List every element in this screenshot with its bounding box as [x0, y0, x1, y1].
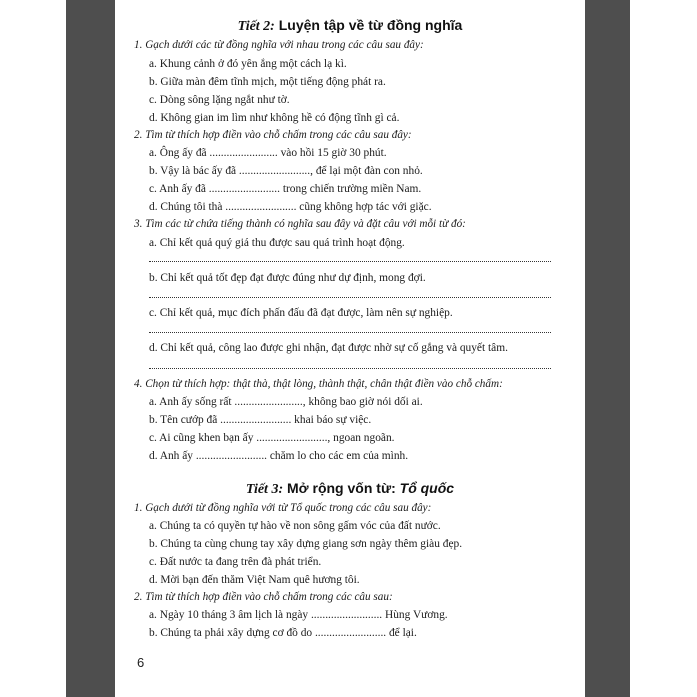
- question-item: b. Vậy là bác ấy đã ........................., để lại một đàn con nhỏ.: [149, 165, 423, 177]
- section-label: Tiết 2:: [237, 19, 275, 34]
- section-heading: Mở rộng vốn từ:: [287, 480, 396, 496]
- question-prompt: 1. Gạch dưới các từ đồng nghĩa với nhau trong các câu sau đây:: [134, 39, 424, 51]
- question-prompt: 4. Chọn từ thích hợp: thật thà, thật lòng, thành thật, chân thật điền vào chỗ chấm:: [134, 378, 503, 390]
- question-item: a. Anh ấy sống rất ........................, không bao giờ nói dối ai.: [149, 396, 423, 408]
- question-item: b. Tên cướp đã ......................... khai báo sự việc.: [149, 414, 372, 426]
- question-item: c. Đất nước ta đang trên đà phát triển.: [149, 556, 322, 568]
- question-item: b. Chúng ta phải xây dựng cơ đồ do ......................... để lại.: [149, 627, 417, 639]
- question-prompt: 3. Tìm các từ chứa tiếng thành có nghĩa sau đây và đặt câu với mỗi từ đó:: [134, 218, 466, 230]
- question-item: d. Chỉ kết quả, công lao được ghi nhận, đạt được nhờ sự cố gắng và quyết tâm.: [149, 342, 508, 354]
- left-dark-margin: [66, 0, 115, 697]
- question-item: a. Khung cảnh ở đó yên ắng một cách lạ kì.: [149, 58, 347, 70]
- answer-line: [149, 332, 551, 333]
- section-title-tiet-3: [115, 480, 585, 498]
- question-item: d. Không gian im lìm như không hề có động tĩnh gì cả.: [149, 112, 400, 124]
- answer-line: [149, 261, 551, 262]
- section-heading: Luyện tập về từ đồng nghĩa: [278, 17, 463, 33]
- question-item: b. Giữa màn đêm tĩnh mịch, một tiếng động phát ra.: [149, 76, 386, 88]
- question-item: d. Chúng tôi thà ......................... cũng không hợp tác với giặc.: [149, 201, 432, 213]
- question-item: d. Anh ấy ......................... chăm lo cho các em của mình.: [149, 450, 409, 462]
- question-prompt: 1. Gạch dưới từ đồng nghĩa với từ Tổ quốc trong các câu sau đây:: [134, 502, 432, 514]
- answer-line: [149, 297, 551, 298]
- question-item: c. Anh ấy đã ......................... trong chiến trường miền Nam.: [149, 183, 422, 195]
- question-item: a. Ngày 10 tháng 3 âm lịch là ngày ......................... Hùng Vương.: [149, 609, 448, 621]
- question-prompt: 2. Tìm từ thích hợp điền vào chỗ chấm trong các câu sau:: [134, 591, 393, 603]
- section-topic: Tổ quốc: [399, 480, 455, 496]
- question-item: a. Ông ấy đã ........................ vào hồi 15 giờ 30 phút.: [149, 147, 387, 159]
- section-title-tiet-2: [115, 17, 585, 35]
- right-dark-margin: [585, 0, 630, 697]
- question-item: a. Chúng ta có quyền tự hào về non sông gấm vóc của đất nước.: [149, 520, 441, 532]
- worksheet-page: [115, 0, 585, 697]
- question-item: c. Dòng sông lặng ngắt như tờ.: [149, 94, 290, 106]
- section-label: Tiết 3:: [245, 482, 284, 497]
- answer-line: [149, 368, 551, 369]
- question-item: a. Chỉ kết quả quý giá thu được sau quá trình hoạt động.: [149, 237, 405, 249]
- question-prompt: 2. Tìm từ thích hợp điền vào chỗ chấm trong các câu sau đây:: [134, 129, 412, 141]
- question-item: c. Chỉ kết quả, mục đích phấn đấu đã đạt được, làm nên sự nghiệp.: [149, 307, 453, 319]
- question-item: b. Chúng ta cùng chung tay xây dựng giang sơn ngày thêm giàu đẹp.: [149, 538, 463, 550]
- page-number: 6: [137, 655, 145, 670]
- question-item: d. Mời bạn đến thăm Việt Nam quê hương tôi.: [149, 574, 360, 586]
- question-item: b. Chỉ kết quả tốt đẹp đạt được đúng như dự định, mong đợi.: [149, 272, 426, 284]
- question-item: c. Ai cũng khen bạn ấy ........................., ngoan ngoãn.: [149, 432, 395, 444]
